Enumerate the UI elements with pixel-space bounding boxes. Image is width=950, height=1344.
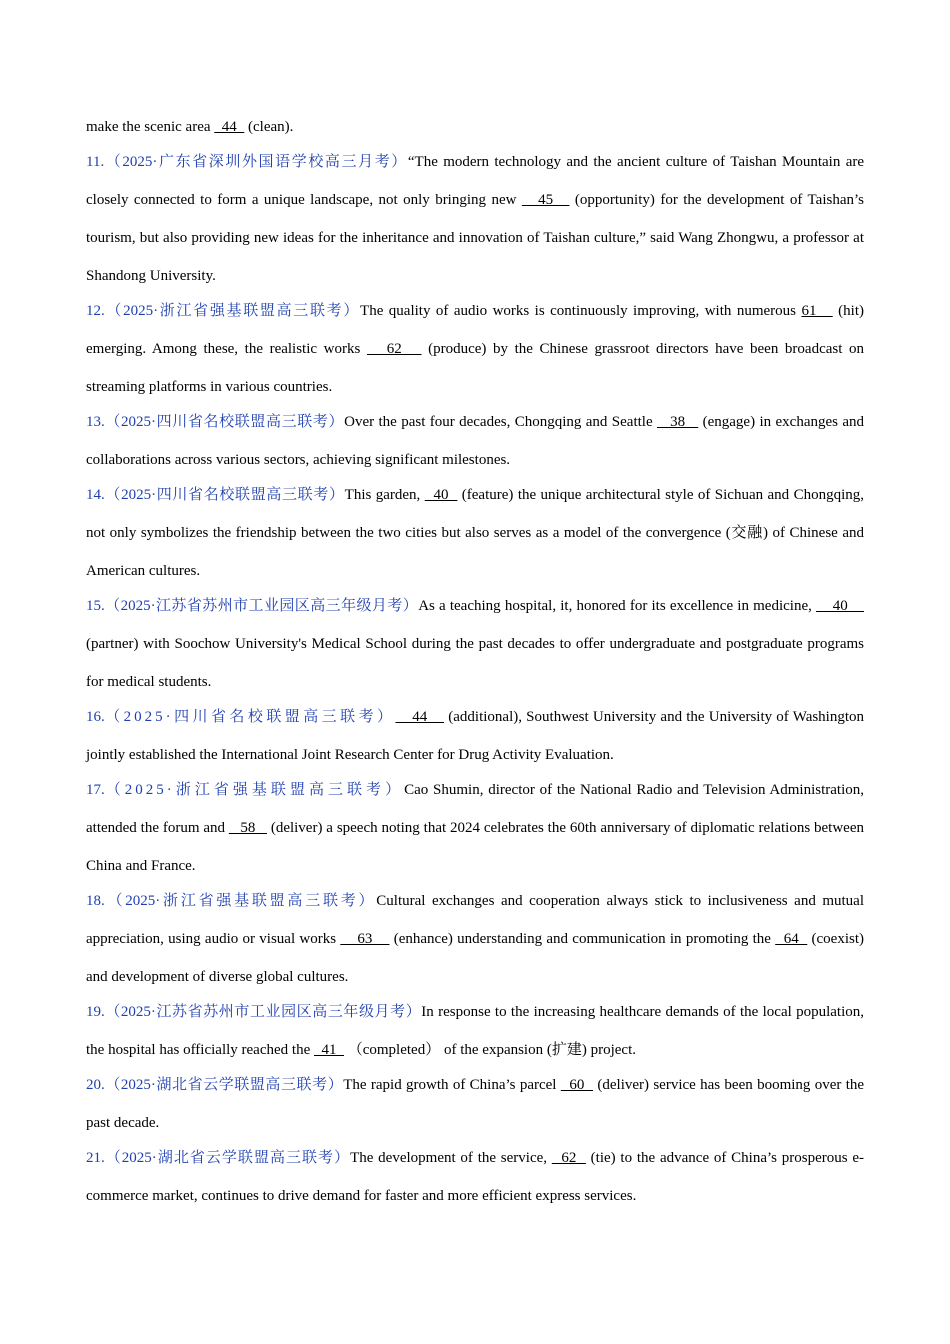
answer-blank: 40 [816, 598, 864, 614]
answer-blank: 44 [395, 709, 445, 725]
sentence-text: (deliver) a speech noting that 2024 celebrates the 60th anniversary of diplomatic relations between China and France. [86, 820, 865, 874]
item-number: 21. [86, 1150, 105, 1166]
sentence-text: The rapid growth of China’s parcel [343, 1077, 561, 1093]
list-item [86, 1139, 864, 1215]
sentence-text: The quality of audio works is continuously improving, with numerous [360, 303, 802, 319]
sentence-text: (engage) in exchanges and collaborations across various sectors, achieving significant milestones. [86, 414, 865, 468]
sentence-text: Cultural exchanges and cooperation always stick to inclusiveness and mutual appreciation, using audio or visual works [86, 893, 864, 947]
item-number: 11. [86, 154, 105, 170]
item-source: （2025·江苏省苏州市工业园区高三年级月考） [104, 1004, 422, 1020]
item-number: 13. [86, 414, 105, 430]
item-number: 20. [86, 1077, 105, 1093]
answer-blank: 61 [801, 303, 833, 319]
item-number: 16. [86, 709, 105, 725]
item-source: （2025·江苏省苏州市工业园区高三年级月考） [104, 598, 419, 614]
item-number: 15. [86, 598, 105, 614]
item-source: （2025·浙江省强基联盟高三联考） [104, 303, 361, 319]
item-source: （2025·浙江省强基联盟高三联考） [104, 782, 405, 798]
document-body [86, 108, 864, 1212]
item-source: （2025·广东省深圳外国语学校高三月考） [104, 154, 408, 170]
sentence-text: (clean). [244, 119, 294, 135]
answer-blank: 40 [424, 487, 458, 503]
item-source: （2025·四川省名校联盟高三联考） [104, 414, 345, 430]
list-item [86, 403, 864, 479]
item-number: 14. [86, 487, 105, 503]
item-source: （2025·湖北省云学联盟高三联考） [104, 1077, 344, 1093]
list-item [86, 143, 864, 295]
answer-blank: 62 [551, 1150, 586, 1166]
sentence-text: make the scenic area [86, 119, 215, 135]
answer-blank: 64 [775, 931, 808, 947]
list-item [86, 108, 864, 146]
sentence-text: （completed） of the expansion (扩建) project. [343, 1042, 636, 1058]
sentence-text: As a teaching hospital, it, honored for its excellence in medicine, [418, 598, 817, 614]
sentence-text: Over the past four decades, Chongqing and Seattle [344, 414, 657, 430]
item-source: （2025·四川省名校联盟高三联考） [104, 487, 345, 503]
list-item [86, 882, 864, 996]
list-item [86, 993, 864, 1069]
sentence-text: (tie) to the advance of China’s prosperous e-commerce market, continues to drive demand for faster and more efficient express services. [86, 1150, 865, 1204]
sentence-text: The development of the service, [350, 1150, 552, 1166]
list-item [86, 1066, 864, 1142]
sentence-text: (additional), Southwest University and the University of Washington jointly established the International Joint Research Center for Drug Activity Evaluation. [86, 709, 865, 763]
list-item [86, 587, 864, 701]
answer-blank: 45 [521, 192, 570, 208]
sentence-text: (coexist) and development of diverse global cultures. [86, 931, 865, 985]
sentence-text: Cao Shumin, director of the National Radio and Television Administration, attended the forum and [86, 782, 864, 836]
sentence-text: (partner) with Soochow University's Medical School during the past decades to offer undergraduate and postgraduate programs for medical students. [86, 636, 864, 690]
sentence-text: (deliver) service has been booming over the past decade. [86, 1077, 865, 1131]
answer-blank: 60 [560, 1077, 594, 1093]
item-source: （2025·浙江省强基联盟高三联考） [104, 893, 377, 909]
list-item [86, 292, 864, 406]
answer-blank: 58 [228, 820, 267, 836]
list-item [86, 476, 864, 590]
sentence-text: This garden, [344, 487, 425, 503]
answer-blank: 63 [340, 931, 390, 947]
sentence-text: (hit) emerging. Among these, the realistic works [86, 303, 865, 357]
sentence-text: In response to the increasing healthcare demands of the local population, the hospital has officially reached the [86, 1004, 865, 1058]
item-number: 12. [86, 303, 105, 319]
item-source: （2025·四川省名校联盟高三联考） [104, 709, 396, 725]
answer-blank: 44 [214, 119, 245, 135]
list-item [86, 698, 864, 774]
item-number: 18. [86, 893, 105, 909]
item-number: 19. [86, 1004, 105, 1020]
item-source: （2025·湖北省云学联盟高三联考） [104, 1150, 351, 1166]
sentence-text: (feature) the unique architectural style of Sichuan and Chongqing, not only symbolizes the friendship between the two cities but also serves as a model of the convergence (交融) of Chinese and American cultures. [86, 487, 865, 579]
sentence-text: (produce) by the Chinese grassroot directors have been broadcast on streaming platforms in various countries. [86, 341, 865, 395]
answer-blank: 41 [313, 1042, 344, 1058]
answer-blank: 38 [656, 414, 699, 430]
sentence-text: (opportunity) for the development of Taishan’s tourism, but also providing new ideas for the inheritance and innovation of Taishan culture,” said Wang Zhongwu, a professor at Shandong University. [86, 192, 864, 284]
sentence-text: “The modern technology and the ancient culture of Taishan Mountain are closely connected to form a unique landscape, not only bringing new [86, 154, 865, 208]
sentence-text: (enhance) understanding and communication in promoting the [389, 931, 776, 947]
answer-blank: 62 [366, 341, 422, 357]
list-item [86, 771, 864, 885]
item-number: 17. [86, 782, 105, 798]
